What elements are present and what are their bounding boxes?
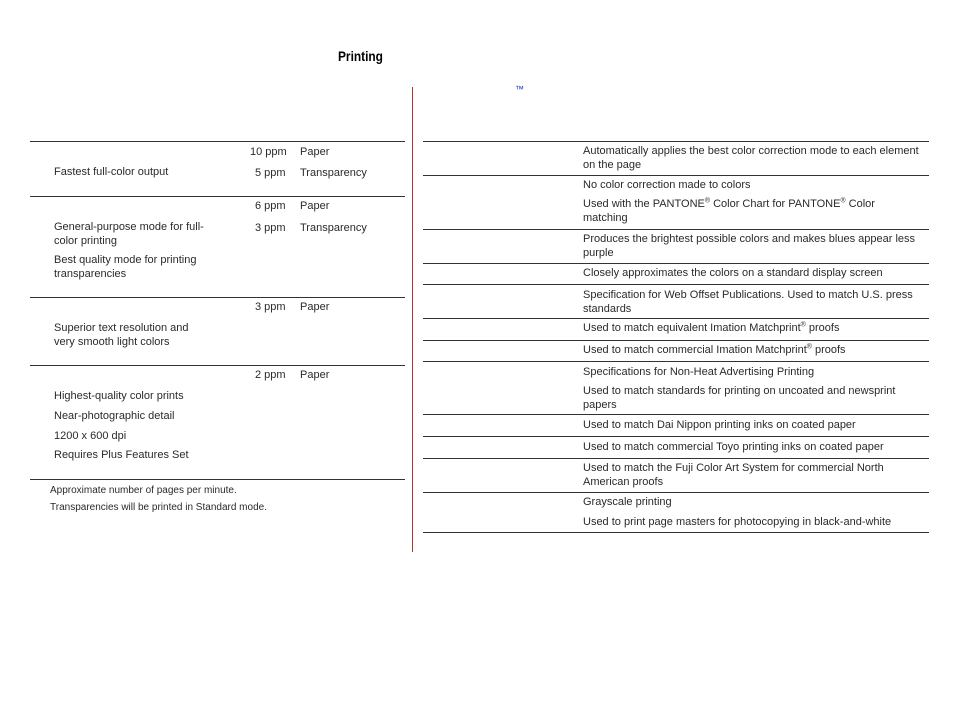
speed-rate: 6 ppm <box>255 200 286 212</box>
table-rule <box>30 297 405 298</box>
table-row: No color correction made to colors <box>583 179 751 191</box>
table-rule <box>30 365 405 366</box>
table-rule <box>423 284 929 285</box>
table-row: Grayscale printing <box>583 496 672 508</box>
table-row: Used to match Dai Nippon printing inks on coated paper <box>583 419 856 431</box>
footnote: Approximate number of pages per minute. <box>50 485 237 496</box>
table-row: Closely approximates the colors on a standard display screen <box>583 267 883 279</box>
table-rule <box>423 414 929 415</box>
table-rule <box>423 229 929 230</box>
mode-description: 1200 x 600 dpi <box>54 430 127 442</box>
speed-rate: 3 ppm <box>255 222 286 234</box>
mode-description: Fastest full-color output <box>54 166 169 178</box>
table-rule <box>423 458 929 459</box>
table-rule <box>423 340 929 341</box>
footnote: Transparencies will be printed in Standard mode. <box>50 502 267 513</box>
page-title: Printing <box>338 48 383 64</box>
mode-description: Requires Plus Features Set <box>54 449 189 461</box>
table-rule <box>423 532 929 533</box>
speed-rate: 5 ppm <box>255 167 286 179</box>
table-row: Automatically applies the best color correction mode to each element on the page <box>583 145 919 171</box>
mode-description: Highest-quality color prints <box>54 390 184 402</box>
speed-media: Paper <box>300 301 330 313</box>
table-rule <box>423 263 929 264</box>
table-rule <box>30 479 405 480</box>
matchprint-row: Used to match equivalent Imation Matchprint® proofs <box>583 321 840 334</box>
mode-description: Best quality mode for printing transparencies <box>54 254 197 280</box>
speed-media: Transparency <box>300 167 367 179</box>
pantone-row: Used with the PANTONE® Color Chart for PANTONE® Color matching <box>583 197 875 224</box>
table-rule <box>423 141 929 142</box>
table-row: Used to match the Fuji Color Art System for commercial North American proofs <box>583 462 884 488</box>
table-row: Specification for Web Offset Publications. Used to match U.S. press standards <box>583 289 913 315</box>
matchprint-row: Used to match commercial Imation Matchprint® proofs <box>583 343 846 356</box>
table-rule <box>423 361 929 362</box>
speed-media: Paper <box>300 200 330 212</box>
table-row: Used to match standards for printing on uncoated and newsprint papers <box>583 385 896 411</box>
column-divider <box>412 87 413 552</box>
table-row: Specifications for Non-Heat Advertising Printing <box>583 366 815 378</box>
speed-rate: 3 ppm <box>255 301 286 313</box>
table-rule <box>30 141 405 142</box>
trademark-symbol: ™ <box>515 84 524 94</box>
speed-media: Transparency <box>300 222 367 234</box>
table-row: Produces the brightest possible colors and makes blues appear less purple <box>583 233 916 259</box>
table-rule <box>423 492 929 493</box>
table-row: Used to print page masters for photocopying in black-and-white <box>583 516 892 528</box>
mode-description: General-purpose mode for full-color printing <box>54 221 204 247</box>
speed-media: Paper <box>300 369 330 381</box>
mode-description: Superior text resolution and very smooth light colors <box>54 322 189 348</box>
speed-media: Paper <box>300 146 330 158</box>
table-row: Used to match commercial Toyo printing inks on coated paper <box>583 441 884 453</box>
table-rule <box>423 436 929 437</box>
table-rule <box>30 196 405 197</box>
speed-rate: 10 ppm <box>250 146 287 158</box>
table-rule <box>423 318 929 319</box>
mode-description: Near-photographic detail <box>54 410 175 422</box>
speed-rate: 2 ppm <box>255 369 286 381</box>
table-rule <box>423 175 929 176</box>
